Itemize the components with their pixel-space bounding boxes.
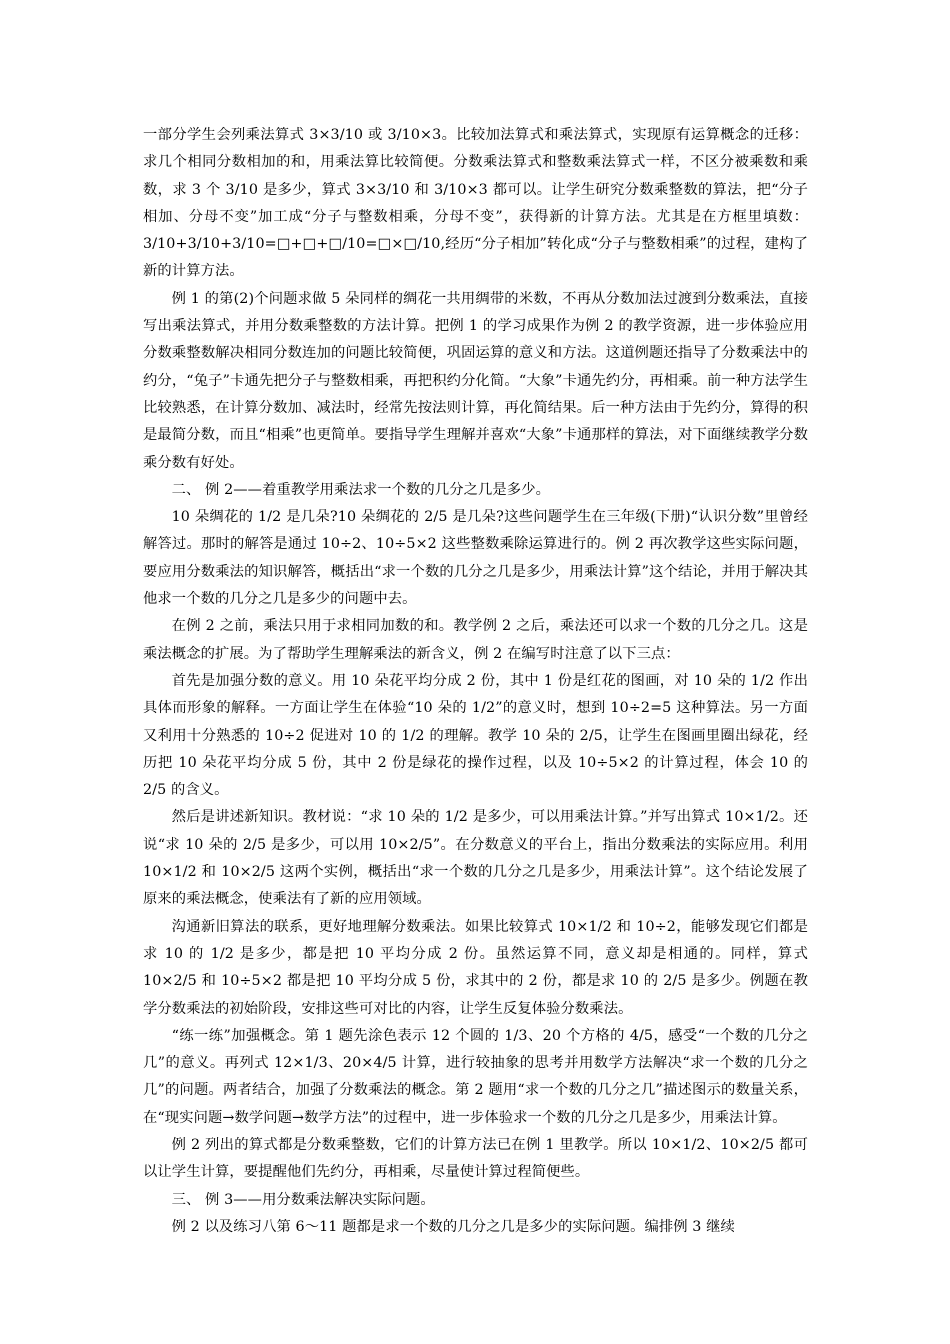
section-heading-example-2: 二、 例 2——着重教学用乘法求一个数的几分之几是多少。 — [171, 481, 550, 498]
paragraph-practice: “练一练”加强概念。第 1 题先涂色表示 12 个圆的 1/3、20 个方格的 4/5，感受“一个数的几分之几”的意义。再列式 12×1/3、20×4/5 计算，进行较抽象的思考并用数学方法解决“求一个数的几分之几”的问题。两者结合，加强了分数乘法的概念。第 2 题用“求一个数的几分之几”描述图示的数量关系，在“现实问题→数学问题→数学方法”的过程中，进一步体验求一个数的几分之几是多少，用乘法计算。 — [143, 1027, 808, 1126]
document-page — [143, 122, 808, 1241]
paragraph-example-3-intro: 例 2 以及练习八第 6～11 题都是求一个数的几分之几是多少的实际问题。编排例 3 继续 — [171, 1218, 735, 1235]
paragraph-fraction-meaning: 首先是加强分数的意义。用 10 朵花平均分成 2 份，其中 1 份是红花的图画，对 10 朵的 1/2 作出具体而形象的解释。一方面让学生在体验“10 朵的 1/2”的意义时，想到 10÷2=5 这种算法。另一方面又利用十分熟悉的 10÷2 促进对 10 的 1/2 的理解。教学 10 朵的 2/5，让学生在图画里圈出绿花，经历把 10 朵花平均分成 5 份，其中 2 份是绿花的操作过程，以及 10÷5×2 的计算过程，体会 10 的 2/5 的含义。 — [143, 672, 808, 799]
paragraph-example-2-calculation: 例 2 列出的算式都是分数乘整数，它们的计算方法已在例 1 里教学。所以 10×1/2、10×2/5 都可以让学生计算，要提醒他们先约分，再相乘，尽量使计算过程简便些。 — [143, 1136, 808, 1181]
paragraph-example-1-part-2: 例 1 的第(2)个问题求做 5 朵同样的绸花一共用绸带的米数，不再从分数加法过渡到分数乘法，直接写出乘法算式，并用分数乘整数的方法计算。把例 1 的学习成果作为例 2 的教学资源，进一步体验应用分数乘整数解决相同分数连加的问题比较简便，巩固运算的意义和方法。这道例题还指导了分数乘法中的约分，“兔子”卡通先把分子与整数相乘，再把积约分化简。“大象”卡通先约分，再相乘。前一种方法学生比较熟悉，在计算分数加、减法时，经常先按法则计算，再化简结果。后一种方法由于先约分，算得的积是最简分数，而且“相乘”也更简单。要指导学生理解并喜欢“大象”卡通那样的算法，对下面继续教学分数乘分数有好处。 — [143, 290, 808, 471]
paragraph-ribbon-flowers: 10 朵绸花的 1/2 是几朵?10 朵绸花的 2/5 是几朵?这些问题学生在三年级(下册)“认识分数”里曾经解答过。那时的解答是通过 10÷2、10÷5×2 这些整数乘除运算进行的。例 2 再次教学这些实际问题，要应用分数乘法的知识解答，概括出“求一个数的几分之几是多少，用乘法计算”这个结论，并用于解决其他求一个数的几分之几是多少的问题中去。 — [143, 509, 808, 608]
paragraph-new-knowledge: 然后是讲述新知识。教材说：“求 10 朵的 1/2 是多少，可以用乘法计算。”并写出算式 10×1/2。还说“求 10 朵的 2/5 是多少，可以用 10×2/5”。在分数意义的平台上，指出分数乘法的实际应用。利用 10×1/2 和 10×2/5 这两个实例，概括出“求一个数的几分之几是多少，用乘法计算”。这个结论发展了原来的乘法概念，使乘法有了新的应用领域。 — [143, 809, 808, 908]
paragraph-old-new-algorithms: 沟通新旧算法的联系，更好地理解分数乘法。如果比较算式 10×1/2 和 10÷2，能够发现它们都是求 10 的 1/2 是多少，都是把 10 平均分成 2 份。虽然运算不同，意义却是相通的。同样，算式 10×2/5 和 10÷5×2 都是把 10 平均分成 5 份，求其中的 2 份，都是求 10 的 2/5 是多少。例题在教学分数乘法的初始阶段，安排这些可对比的内容，让学生反复体验分数乘法。 — [143, 918, 808, 1017]
paragraph-before-example-2: 在例 2 之前，乘法只用于求相同加数的和。教学例 2 之后，乘法还可以求一个数的几分之几。这是乘法概念的扩展。为了帮助学生理解乘法的新含义，例 2 在编写时注意了以下三点： — [143, 618, 808, 662]
section-heading-example-3: 三、 例 3——用分数乘法解决实际问题。 — [171, 1191, 435, 1208]
paragraph-continuation: 一部分学生会列乘法算式 3×3/10 或 3/10×3。比较加法算式和乘法算式，实现原有运算概念的迁移：求几个相同分数相加的和，用乘法算比较简便。分数乘法算式和整数乘法算式一样，不区分被乘数和乘数，求 3 个 3/10 是多少，算式 3×3/10 和 3/10×3 都可以。让学生研究分数乘整数的算法，把“分子相加、分母不变”加工成“分子与整数相乘，分母不变”，获得新的计算方法。尤其是在方框里填数：3/10+3/10+3/10=□+□+□/10=□×□/10,经历“分子相加”转化成“分子与整数相乘”的过程，建构了新的计算方法。 — [143, 127, 808, 280]
